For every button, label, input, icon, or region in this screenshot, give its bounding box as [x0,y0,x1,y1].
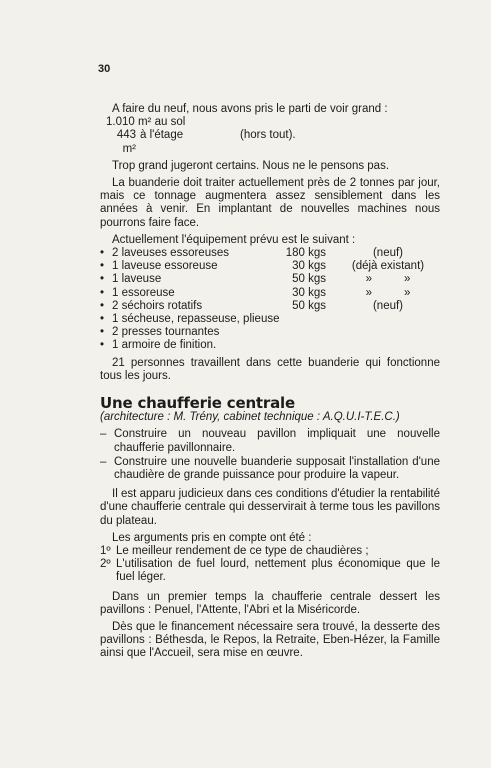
bullet-icon: • [100,260,105,273]
paragraph-arguments-intro: Les arguments pris en compte ont été : [112,531,312,544]
list-item: • 1 armoire de finition. [100,339,217,352]
list-item: • 2 laveuses essoreuses 180 kgs (neuf) [100,247,404,260]
number-marker: 2º [100,558,111,571]
list-item: • 2 séchoirs rotatifs 50 kgs (neuf) [100,299,404,312]
section-title: Une chaufferie centrale [100,393,295,412]
surface-floor-value: 443 m² [116,129,136,155]
section-architecture: (architecture : M. Trény, cabinet technique : A.Q.U.I-T.E.C.) [100,411,400,424]
equipment-list [100,247,440,353]
list-item: • 1 sécheuse, repasseuse, plieuse [100,312,280,325]
page-number: 30 [98,63,111,75]
list-item: • 1 laveuse essoreuse 30 kgs (déjà existant) [100,260,425,273]
list-item: 2º L'utilisation de fuel lourd, nettement plus économique que le fuel léger. [100,558,440,584]
paragraph-opinion: Trop grand jugeront certains. Nous ne le pensons pas. [112,159,390,172]
paragraph-second-phase: Dès que le financement nécessaire sera trouvé, la desserte des pavillons : Béthesda, le Repos, la Retraite, Eben-Hézer, la Famille ainsi que l'Accueil, sera mise en œuvre. [100,620,440,660]
surface-ground: 1.010 m² au sol [106,116,186,129]
list-item: • 2 presses tournantes [100,326,220,339]
intro-line: A faire du neuf, nous avons pris le parti de voir grand : [112,103,388,115]
bullet-icon: • [100,339,105,352]
bullet-icon: • [100,312,105,325]
list-item: • 1 essoreuse 30 kgs » » [100,286,411,299]
list-item: – Construire un nouveau pavillon impliquait une nouvelle chaufferie pavillonnaire. [100,428,440,454]
surface-floor-note: (hors tout). [240,129,296,142]
paragraph-profitability: Il est apparu judicieux dans ces conditions d'étudier la rentabilité d'une chaufferie centrale qui desservirait à terme tous les pavillons du plateau. [100,488,440,527]
paragraph-equipment-intro: Actuellement l'équipement prévu est le suivant : [112,233,356,246]
list-item: – Construire une nouvelle buanderie supposait l'installation d'une chaudière de grande puissance pour produire la vapeur. [100,455,440,481]
bullet-icon: • [100,299,105,312]
paragraph-tonnage: La buanderie doit traiter actuellement près de 2 tonnes par jour, mais ce tonnage augmentera assez sensiblement dans les années à venir. En implantant de nouvelles machines nous pourrons faire face. [100,177,440,229]
number-marker: 1º [100,544,111,557]
list-item: • 1 laveuse 50 kgs » » [100,273,411,286]
bullet-icon: • [100,273,105,286]
bullet-icon: • [100,247,105,260]
paragraph-staff: 21 personnes travaillent dans cette buanderie qui fonctionne tous les jours. [100,356,440,382]
list-item: 1º Le meilleur rendement de ce type de chaudières ; [100,544,369,557]
bullet-icon: • [100,326,105,339]
dash-marker: – [100,455,107,468]
bullet-icon: • [100,286,105,299]
surface-floor [100,129,440,155]
paragraph-first-phase: Dans un premier temps la chaufferie centrale dessert les pavillons : Penuel, l'Attente, l'Abri et la Miséricorde. [100,590,440,616]
page-content [100,103,440,661]
surface-floor-label: à l'étage [140,129,184,142]
dash-marker: – [100,428,107,441]
